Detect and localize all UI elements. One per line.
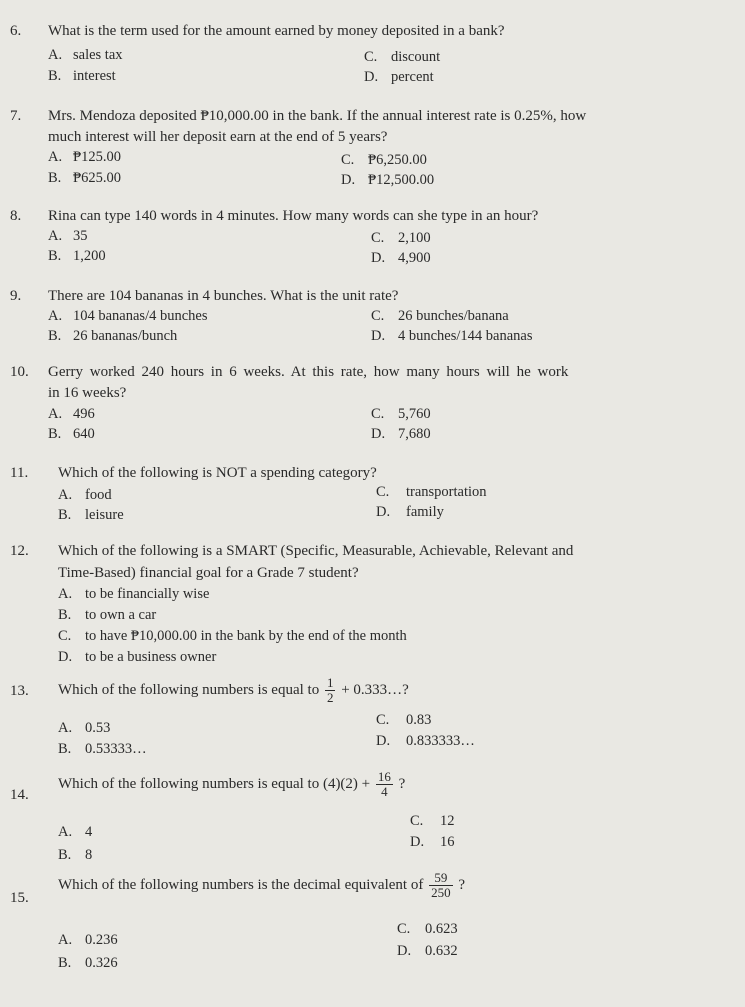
option-label: D.	[376, 733, 391, 749]
option-text: 1,200	[73, 248, 106, 264]
option-text: ₱12,500.00	[368, 172, 435, 188]
option-label: B.	[48, 426, 62, 442]
question-number: 6.	[10, 23, 22, 39]
option-label: B.	[58, 847, 72, 863]
fraction	[429, 871, 453, 900]
option-label: B.	[58, 741, 72, 757]
option-label: D.	[376, 504, 391, 520]
stem-text: Which of the following numbers is equal to	[58, 682, 320, 698]
option-label: A.	[48, 47, 63, 63]
question-stem	[58, 766, 405, 802]
option-label: C.	[397, 921, 411, 937]
option-label: C.	[376, 484, 390, 500]
fraction-denominator: 4	[376, 784, 393, 799]
option-text: transportation	[406, 484, 487, 500]
option-label: D.	[364, 69, 379, 85]
option-text: 2,100	[398, 230, 431, 246]
fraction-numerator: 16	[377, 769, 391, 785]
question-stem: Rina can type 140 words in 4 minutes. How many words can she type in an hour?	[48, 208, 539, 224]
option-label: B.	[48, 170, 62, 186]
option-text: 496	[73, 406, 95, 422]
option-label: D.	[397, 943, 412, 959]
option-text: 4	[85, 824, 93, 840]
option-label: A.	[58, 824, 73, 840]
option-label: D.	[371, 426, 386, 442]
option-label: C.	[371, 406, 385, 422]
option-text: 0.833333…	[406, 733, 475, 749]
option-text: 640	[73, 426, 95, 442]
fraction	[325, 676, 336, 705]
option-label: A.	[58, 487, 73, 503]
option-text: 104 bananas/4 bunches	[73, 308, 208, 324]
fraction-denominator: 2	[326, 690, 334, 706]
option-text: 0.53333…	[85, 741, 147, 757]
option-text: 0.236	[85, 932, 118, 948]
option-text: ₱625.00	[73, 170, 121, 186]
question-number: 14.	[10, 787, 29, 803]
option-text: 0.83	[406, 712, 432, 728]
option-text: 8	[85, 847, 93, 863]
option-label: C.	[410, 813, 424, 829]
option-text: to have ₱10,000.00 in the bank by the end of the month	[85, 628, 407, 644]
stem-text: ?	[398, 776, 406, 792]
option-text: 16	[440, 834, 455, 850]
option-text: leisure	[85, 507, 124, 523]
option-text: food	[85, 487, 112, 503]
question-number: 10.	[10, 364, 29, 380]
option-label: C.	[58, 628, 72, 644]
option-text: family	[406, 504, 444, 520]
stem-text: ?	[458, 877, 465, 893]
option-label: D.	[341, 172, 356, 188]
question-stem: Mrs. Mendoza deposited ₱10,000.00 in the bank. If the annual interest rate is 0.25%, how	[48, 108, 587, 124]
option-text: 0.623	[425, 921, 458, 937]
option-label: B.	[58, 607, 72, 623]
question-stem: Which of the following is NOT a spending category?	[58, 465, 377, 481]
stem-text: Which of the following numbers is equal to (4)(2) +	[58, 776, 371, 792]
option-label: C.	[341, 152, 355, 168]
option-label: A.	[48, 308, 63, 324]
option-text: to be a business owner	[85, 649, 217, 665]
option-label: C.	[364, 49, 378, 65]
option-label: C.	[371, 308, 385, 324]
option-label: D.	[371, 328, 386, 344]
option-text: interest	[73, 68, 116, 84]
question-number: 8.	[10, 208, 22, 224]
option-text: sales tax	[73, 47, 123, 63]
question-stem: Time-Based) financial goal for a Grade 7 student?	[58, 565, 359, 581]
option-text: to be financially wise	[85, 586, 210, 602]
question-stem: Gerry worked 240 hours in 6 weeks. At this rate, how many hours will he work	[48, 364, 569, 380]
option-text: 7,680	[398, 426, 431, 442]
option-label: A.	[48, 149, 63, 165]
fraction-denominator: 250	[431, 885, 451, 901]
question-number: 13.	[10, 683, 29, 699]
option-label: A.	[58, 586, 73, 602]
option-label: B.	[48, 248, 62, 264]
stem-text: Which of the following numbers is the decimal equivalent of	[58, 877, 424, 893]
option-text: 5,760	[398, 406, 431, 422]
option-label: B.	[48, 328, 62, 344]
option-label: A.	[58, 720, 73, 736]
option-label: C.	[376, 712, 390, 728]
option-label: B.	[58, 955, 72, 971]
option-label: D.	[371, 250, 386, 266]
question-stem: What is the term used for the amount earned by money deposited in a bank?	[48, 23, 505, 39]
option-label: A.	[48, 406, 63, 422]
option-text: percent	[391, 69, 434, 85]
option-label: D.	[410, 834, 425, 850]
option-text: 4 bunches/144 bananas	[398, 328, 533, 344]
question-stem	[58, 672, 409, 708]
option-text: ₱125.00	[73, 149, 121, 165]
option-label: A.	[58, 932, 73, 948]
question-stem: There are 104 bananas in 4 bunches. What is the unit rate?	[48, 288, 399, 304]
question-number: 11.	[10, 465, 29, 481]
option-label: A.	[48, 228, 63, 244]
question-number: 15.	[10, 890, 29, 906]
option-text: 26 bananas/bunch	[73, 328, 178, 344]
question-number: 12.	[10, 543, 29, 559]
option-text: 0.326	[85, 955, 118, 971]
option-label: D.	[58, 649, 73, 665]
option-text: to own a car	[85, 607, 157, 623]
fraction	[376, 770, 393, 799]
option-label: C.	[371, 230, 385, 246]
question-stem: Which of the following is a SMART (Specific, Measurable, Achievable, Relevant and	[58, 543, 574, 559]
option-label: B.	[48, 68, 62, 84]
option-text: 0.53	[85, 720, 111, 736]
option-text: discount	[391, 49, 441, 65]
fraction-numerator: 1	[326, 675, 334, 691]
question-number: 7.	[10, 108, 22, 124]
option-text: ₱6,250.00	[368, 152, 427, 168]
question-stem	[58, 867, 465, 903]
option-text: 12	[440, 813, 455, 829]
option-text: 35	[73, 228, 88, 244]
question-stem: in 16 weeks?	[48, 385, 127, 401]
option-text: 26 bunches/banana	[398, 308, 509, 324]
question-number: 9.	[10, 288, 22, 304]
question-stem: much interest will her deposit earn at the end of 5 years?	[48, 129, 388, 145]
option-text: 4,900	[398, 250, 431, 266]
option-text: 0.632	[425, 943, 458, 959]
option-label: B.	[58, 507, 72, 523]
fraction-numerator: 59	[434, 870, 448, 886]
stem-text: + 0.333…?	[341, 682, 409, 698]
